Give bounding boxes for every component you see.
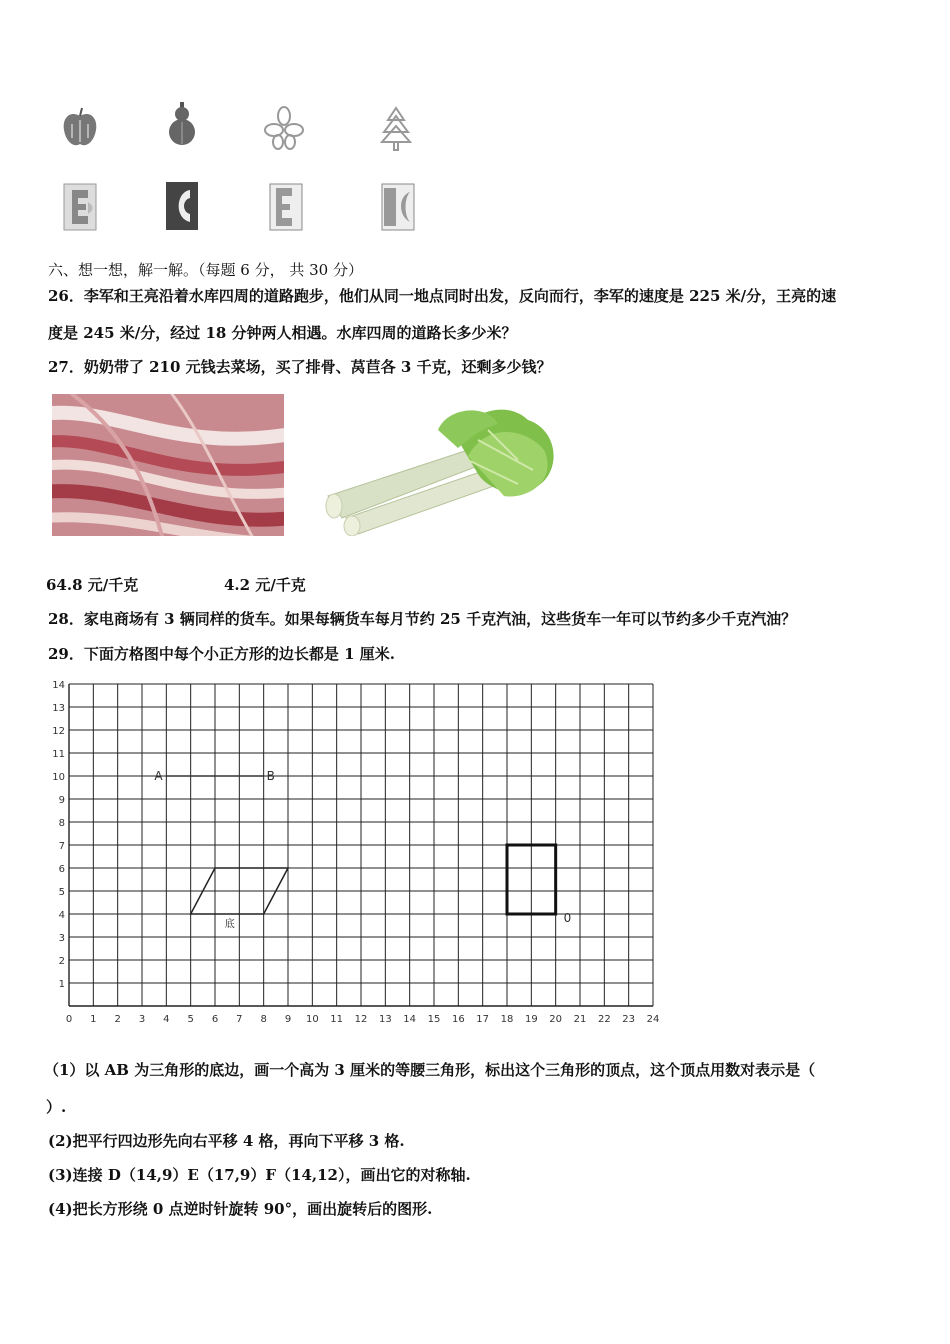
x-tick-label: 5 bbox=[187, 1014, 194, 1025]
question-28-text: 28．家电商场有 3 辆同样的货车。如果每辆货车每月节约 25 千克汽油，这些货车一年可以节约多少千克汽油？ bbox=[48, 610, 797, 628]
x-tick-label: 20 bbox=[549, 1014, 563, 1025]
x-tick-label: 24 bbox=[646, 1014, 660, 1025]
x-tick-label: 16 bbox=[451, 1014, 465, 1025]
price-lettuce: 4.2 元/千克 bbox=[224, 576, 306, 594]
pivot-label: 0 bbox=[563, 911, 572, 925]
question-27-text: 27．奶奶带了 210 元钱去菜场，买了排骨、莴苣各 3 千克，还剩多少钱？ bbox=[48, 358, 552, 376]
x-tick-label: 15 bbox=[427, 1014, 441, 1025]
x-tick-label: 4 bbox=[163, 1014, 170, 1025]
point-b-label: B bbox=[266, 769, 275, 783]
x-tick-label: 13 bbox=[378, 1014, 392, 1025]
y-tick-label: 12 bbox=[52, 726, 65, 737]
coordinate-grid bbox=[40, 676, 670, 1026]
question-29-sub1-line2: ）. bbox=[46, 1098, 67, 1116]
x-tick-label: 17 bbox=[476, 1014, 490, 1025]
y-tick-label: 6 bbox=[58, 864, 65, 875]
y-tick-label: 5 bbox=[58, 887, 65, 898]
question-29-sub1-line1: （1）以 AB 为三角形的底边，画一个高为 3 厘米的等腰三角形，标出这个三角形的顶点，这个顶点用数对表示是（ bbox=[44, 1061, 816, 1079]
x-tick-label: 2 bbox=[114, 1014, 121, 1025]
price-ribs: 64.8 元/千克 bbox=[46, 576, 139, 594]
x-tick-label: 8 bbox=[260, 1014, 267, 1025]
x-axis-labels bbox=[66, 1014, 660, 1025]
y-tick-label: 14 bbox=[52, 680, 65, 691]
x-tick-label: 23 bbox=[622, 1014, 636, 1025]
letter-e-moon-figure-icon bbox=[376, 180, 420, 234]
question-29-sub4: (4)把长方形绕 0 点逆时针旋转 90°，画出旋转后的图形. bbox=[48, 1200, 433, 1218]
y-tick-label: 10 bbox=[52, 772, 65, 783]
flower-icon bbox=[262, 104, 306, 152]
x-tick-label: 14 bbox=[403, 1014, 417, 1025]
x-tick-label: 9 bbox=[284, 1014, 292, 1025]
letter-e-figure-icon bbox=[58, 180, 102, 234]
y-tick-label: 3 bbox=[58, 933, 65, 944]
x-tick-label: 7 bbox=[236, 1014, 243, 1025]
x-tick-label: 6 bbox=[211, 1014, 219, 1025]
letter-e-outline-figure-icon bbox=[264, 180, 308, 234]
x-tick-label: 10 bbox=[305, 1014, 319, 1025]
section-heading: 六、想一想，解一解。（每题 6 分， 共 30 分） bbox=[48, 261, 363, 279]
y-tick-label: 7 bbox=[58, 841, 65, 852]
tree-icon bbox=[374, 104, 418, 152]
x-tick-label: 1 bbox=[90, 1014, 97, 1025]
question-29-sub3: (3)连接 D（14,9）E（17,9）F（14,12），画出它的对称轴. bbox=[48, 1166, 471, 1184]
question-26-line1: 26．李军和王亮沿着水库四周的道路跑步，他们从同一地点同时出发，反向而行，李军的速度是 225 米/分，王亮的速 bbox=[48, 287, 837, 305]
x-tick-label: 18 bbox=[500, 1014, 514, 1025]
x-tick-label: 22 bbox=[597, 1014, 611, 1025]
y-tick-label: 4 bbox=[58, 910, 65, 921]
letter-c-figure-icon bbox=[160, 178, 204, 234]
y-tick-label: 1 bbox=[58, 979, 65, 990]
x-tick-label: 11 bbox=[330, 1014, 344, 1025]
y-tick-label: 11 bbox=[52, 749, 65, 760]
y-tick-label: 13 bbox=[52, 703, 65, 714]
x-tick-label: 0 bbox=[65, 1014, 73, 1025]
gourd-icon bbox=[160, 100, 204, 148]
point-a-label: A bbox=[154, 769, 163, 783]
question-29-sub2: (2)把平行四边形先向右平移 4 格，再向下平移 3 格. bbox=[48, 1132, 405, 1150]
x-tick-label: 12 bbox=[354, 1014, 368, 1025]
x-tick-label: 3 bbox=[138, 1014, 146, 1025]
x-tick-label: 21 bbox=[573, 1014, 587, 1025]
pork-ribs-image bbox=[52, 394, 284, 536]
y-tick-label: 2 bbox=[58, 956, 65, 967]
lettuce-stem-image bbox=[318, 400, 562, 536]
question-26-line2: 度是 245 米/分，经过 18 分钟两人相遇。水库四周的道路长多少米？ bbox=[48, 324, 517, 342]
apple-icon bbox=[58, 104, 102, 152]
base-label: 底 bbox=[224, 919, 235, 930]
grid-lines bbox=[69, 684, 653, 1006]
x-tick-label: 19 bbox=[524, 1014, 538, 1025]
question-29-text: 29．下面方格图中每个小正方形的边长都是 1 厘米. bbox=[48, 645, 395, 663]
y-tick-label: 9 bbox=[58, 795, 65, 806]
y-tick-label: 8 bbox=[58, 818, 65, 829]
y-axis-labels bbox=[52, 680, 65, 990]
